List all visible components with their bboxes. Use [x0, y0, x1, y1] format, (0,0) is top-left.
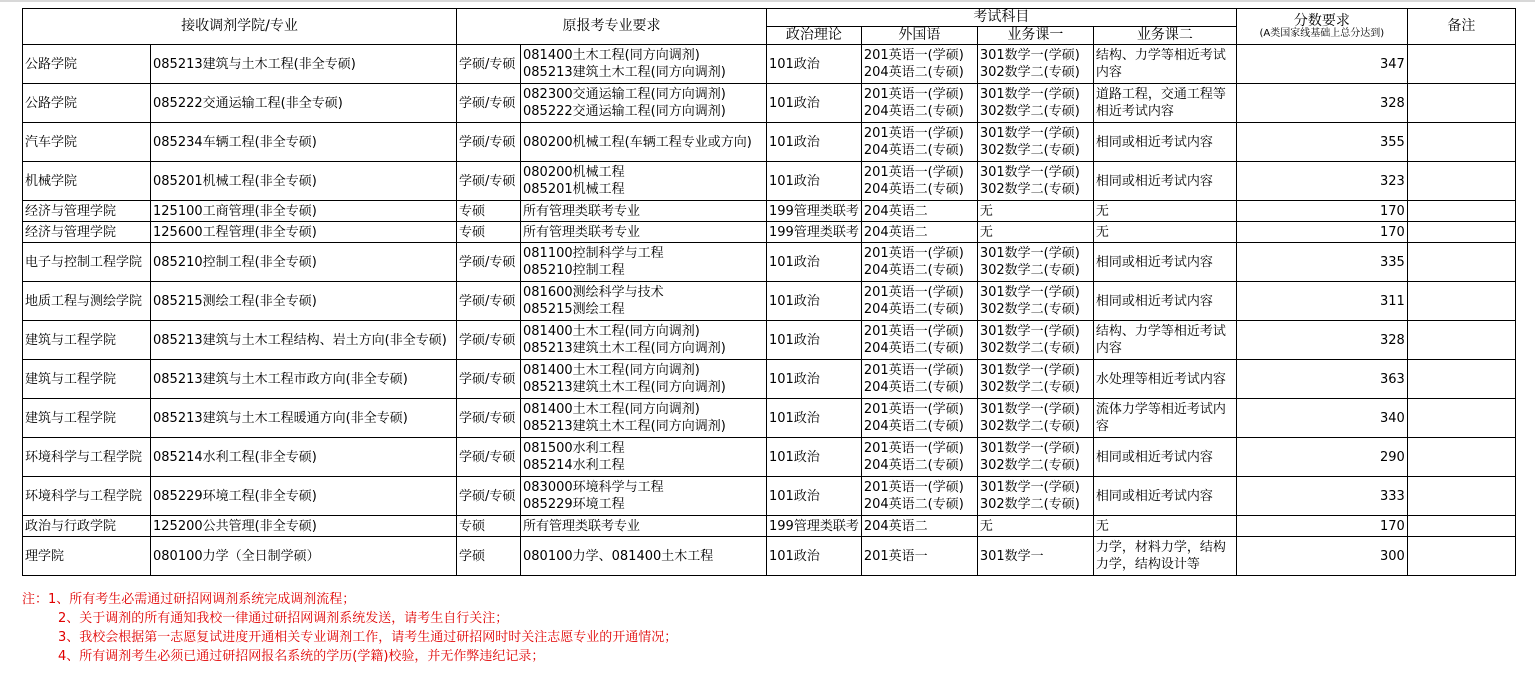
foreign-cell-line: 201英语一(学硕) [863, 402, 964, 417]
foreign-cell [861, 45, 977, 84]
table-row [23, 516, 1516, 537]
original-req-cell-line: 085214水利工程 [523, 458, 625, 473]
table-row [23, 438, 1516, 477]
foreign-cell-line: 204英语二 [863, 518, 928, 534]
course1-cell-line: 302数学二(专硕) [979, 143, 1080, 158]
header-foreign: 外国语 [861, 27, 977, 45]
original-req-cell-line: 083000环境科学与工程 [523, 480, 664, 495]
degree-type-cell: 学硕/专硕 [457, 162, 521, 201]
score-cell: 170 [1236, 222, 1407, 243]
foreign-cell-line: 201英语一(学硕) [863, 480, 964, 495]
foreign-cell [861, 477, 977, 516]
foreign-cell-line: 201英语一 [863, 548, 928, 564]
original-req-cell [521, 477, 767, 516]
course1-cell-line: 301数学一(学硕) [979, 480, 1080, 495]
college-cell: 经济与管理学院 [23, 222, 151, 243]
college-cell: 经济与管理学院 [23, 201, 151, 222]
score-cell: 340 [1236, 399, 1407, 438]
major-cell: 085229环境工程(非全专硕) [151, 477, 457, 516]
college-cell: 建筑与工程学院 [23, 321, 151, 360]
politics-cell: 101政治 [767, 537, 862, 576]
foreign-cell-line: 204英语二 [863, 224, 928, 240]
original-req-cell-line: 085210控制工程 [523, 263, 625, 278]
course1-cell-line: 无 [979, 224, 993, 240]
major-cell: 085201机械工程(非全专硕) [151, 162, 457, 201]
header-score [1236, 9, 1407, 45]
degree-type-cell: 学硕/专硕 [457, 321, 521, 360]
foreign-cell [861, 84, 977, 123]
score-cell: 170 [1236, 201, 1407, 222]
course1-cell [977, 399, 1093, 438]
original-req-cell-line: 085229环境工程 [523, 497, 625, 512]
remark-cell [1407, 399, 1515, 438]
remark-cell [1407, 537, 1515, 576]
foreign-cell [861, 321, 977, 360]
course2-cell: 道路工程，交通工程等相近考试内容 [1093, 84, 1236, 123]
course2-cell: 相同或相近考试内容 [1093, 282, 1236, 321]
course1-cell [977, 84, 1093, 123]
course2-cell: 相同或相近考试内容 [1093, 438, 1236, 477]
major-cell: 085234车辆工程(非全专硕) [151, 123, 457, 162]
table-body [23, 45, 1516, 576]
score-cell: 328 [1236, 321, 1407, 360]
major-cell: 080100力学（全日制学硕） [151, 537, 457, 576]
college-cell: 机械学院 [23, 162, 151, 201]
major-cell: 085222交通运输工程(非全专硕) [151, 84, 457, 123]
remark-cell [1407, 360, 1515, 399]
table-row [23, 222, 1516, 243]
politics-cell: 101政治 [767, 45, 862, 84]
politics-cell: 101政治 [767, 282, 862, 321]
foreign-cell-line: 204英语二(专硕) [863, 263, 964, 278]
foreign-cell-line: 204英语二 [863, 203, 928, 219]
remark-cell [1407, 45, 1515, 84]
major-cell: 085213建筑与土木工程市政方向(非全专硕) [151, 360, 457, 399]
course1-cell [977, 321, 1093, 360]
original-req-cell [521, 84, 767, 123]
major-cell: 085214水利工程(非全专硕) [151, 438, 457, 477]
table-row [23, 282, 1516, 321]
course2-cell: 相同或相近考试内容 [1093, 123, 1236, 162]
remark-cell [1407, 516, 1515, 537]
header-politics: 政治理论 [767, 27, 862, 45]
course1-cell [977, 201, 1093, 222]
course1-cell-line: 302数学二(专硕) [979, 263, 1080, 278]
notes [22, 590, 677, 666]
course1-cell-line: 301数学一(学硕) [979, 285, 1080, 300]
course1-cell-line: 301数学一(学硕) [979, 441, 1080, 456]
original-req-cell-line: 081100控制科学与工程 [523, 246, 664, 261]
foreign-cell-line: 204英语二(专硕) [863, 143, 964, 158]
header-score-title: 分数要求 [1293, 12, 1350, 29]
course1-cell [977, 282, 1093, 321]
table-row [23, 243, 1516, 282]
course2-cell: 相同或相近考试内容 [1093, 162, 1236, 201]
foreign-cell-line: 201英语一(学硕) [863, 324, 964, 339]
score-cell: 333 [1236, 477, 1407, 516]
degree-type-cell: 学硕/专硕 [457, 45, 521, 84]
foreign-cell-line: 201英语一(学硕) [863, 363, 964, 378]
score-cell: 355 [1236, 123, 1407, 162]
foreign-cell-line: 204英语二(专硕) [863, 419, 964, 434]
table-row [23, 360, 1516, 399]
politics-cell: 101政治 [767, 162, 862, 201]
original-req-cell-line: 所有管理类联考专业 [523, 224, 641, 240]
table-row [23, 321, 1516, 360]
major-cell: 085215测绘工程(非全专硕) [151, 282, 457, 321]
degree-type-cell: 学硕 [457, 537, 521, 576]
foreign-cell-line: 201英语一(学硕) [863, 285, 964, 300]
course1-cell-line: 301数学一(学硕) [979, 402, 1080, 417]
foreign-cell-line: 201英语一(学硕) [863, 126, 964, 141]
degree-type-cell: 学硕/专硕 [457, 243, 521, 282]
major-cell: 085213建筑与土木工程结构、岩土方向(非全专硕) [151, 321, 457, 360]
header-score-sub: (A类国家线基础上总分达到) [1259, 27, 1385, 39]
header-college-major: 接收调剂学院/专业 [23, 9, 457, 45]
course1-cell [977, 222, 1093, 243]
original-req-cell-line: 081600测绘科学与技术 [523, 285, 664, 300]
foreign-cell [861, 360, 977, 399]
original-req-cell-line: 085213建筑土木工程(同方向调剂) [523, 380, 726, 395]
score-cell: 363 [1236, 360, 1407, 399]
foreign-cell-line: 201英语一(学硕) [863, 165, 964, 180]
score-cell: 347 [1236, 45, 1407, 84]
course1-cell [977, 45, 1093, 84]
degree-type-cell: 专硕 [457, 222, 521, 243]
table-row [23, 84, 1516, 123]
foreign-cell [861, 282, 977, 321]
course1-cell [977, 477, 1093, 516]
foreign-cell [861, 438, 977, 477]
foreign-cell [861, 162, 977, 201]
course1-cell-line: 301数学一(学硕) [979, 87, 1080, 102]
foreign-cell-line: 204英语二(专硕) [863, 302, 964, 317]
college-cell: 公路学院 [23, 84, 151, 123]
score-cell: 300 [1236, 537, 1407, 576]
degree-type-cell: 学硕/专硕 [457, 282, 521, 321]
degree-type-cell: 学硕/专硕 [457, 399, 521, 438]
score-cell: 290 [1236, 438, 1407, 477]
spreadsheet [22, 8, 1516, 576]
course1-cell-line: 302数学二(专硕) [979, 182, 1080, 197]
major-cell: 085210控制工程(非全专硕) [151, 243, 457, 282]
foreign-cell-line: 204英语二(专硕) [863, 458, 964, 473]
course2-cell: 相同或相近考试内容 [1093, 243, 1236, 282]
original-req-cell-line: 085222交通运输工程(同方向调剂) [523, 104, 726, 119]
course1-cell-line: 301数学一(学硕) [979, 126, 1080, 141]
score-cell: 170 [1236, 516, 1407, 537]
original-req-cell [521, 123, 767, 162]
table-row [23, 45, 1516, 84]
foreign-cell [861, 201, 977, 222]
score-cell: 335 [1236, 243, 1407, 282]
degree-type-cell: 学硕/专硕 [457, 123, 521, 162]
original-req-cell-line: 080200机械工程 [523, 165, 625, 180]
table-row [23, 537, 1516, 576]
score-cell: 311 [1236, 282, 1407, 321]
major-cell: 125600工程管理(非全专硕) [151, 222, 457, 243]
note-line-2: 2、关于调剂的所有通知我校一律通过研招网调剂系统发送，请考生自行关注； [58, 611, 509, 626]
remark-cell [1407, 162, 1515, 201]
politics-cell: 101政治 [767, 438, 862, 477]
politics-cell: 101政治 [767, 360, 862, 399]
course1-cell-line: 301数学一(学硕) [979, 48, 1080, 63]
degree-type-cell: 学硕/专硕 [457, 360, 521, 399]
remark-cell [1407, 123, 1515, 162]
original-req-cell-line: 085201机械工程 [523, 182, 625, 197]
politics-cell: 101政治 [767, 123, 862, 162]
remark-cell [1407, 222, 1515, 243]
remark-cell [1407, 438, 1515, 477]
remark-cell [1407, 282, 1515, 321]
college-cell: 建筑与工程学院 [23, 399, 151, 438]
college-cell: 建筑与工程学院 [23, 360, 151, 399]
course2-cell: 流体力学等相近考试内容 [1093, 399, 1236, 438]
original-req-cell [521, 438, 767, 477]
score-cell: 323 [1236, 162, 1407, 201]
politics-cell: 199管理类联考 [767, 222, 862, 243]
header-original-req: 原报考专业要求 [457, 9, 767, 45]
politics-cell: 101政治 [767, 321, 862, 360]
college-cell: 电子与控制工程学院 [23, 243, 151, 282]
original-req-cell [521, 360, 767, 399]
original-req-cell-line: 所有管理类联考专业 [523, 518, 641, 534]
course2-cell: 结构、力学等相近考试内容 [1093, 321, 1236, 360]
course2-cell: 水处理等相近考试内容 [1093, 360, 1236, 399]
course1-cell [977, 516, 1093, 537]
college-cell: 环境科学与工程学院 [23, 477, 151, 516]
politics-cell: 101政治 [767, 84, 862, 123]
original-req-cell-line: 081500水利工程 [523, 441, 625, 456]
major-cell: 085213建筑与土木工程暖通方向(非全专硕) [151, 399, 457, 438]
course1-cell [977, 123, 1093, 162]
original-req-cell-line: 081400土木工程(同方向调剂) [523, 363, 700, 378]
major-cell: 085213建筑与土木工程(非全专硕) [151, 45, 457, 84]
table-row [23, 123, 1516, 162]
course2-cell: 无 [1093, 201, 1236, 222]
course2-cell: 力学，材料力学，结构力学，结构设计等 [1093, 537, 1236, 576]
original-req-cell [521, 537, 767, 576]
table-row [23, 477, 1516, 516]
header-remark: 备注 [1407, 9, 1515, 45]
original-req-cell [521, 516, 767, 537]
original-req-cell [521, 282, 767, 321]
course1-cell [977, 162, 1093, 201]
header-course2: 业务课二 [1093, 27, 1236, 45]
politics-cell: 101政治 [767, 477, 862, 516]
original-req-cell [521, 321, 767, 360]
course1-cell-line: 301数学一(学硕) [979, 324, 1080, 339]
course1-cell [977, 438, 1093, 477]
course1-cell-line: 无 [979, 518, 993, 534]
remark-cell [1407, 201, 1515, 222]
header-exam-subjects: 考试科目 [767, 9, 1237, 27]
foreign-cell-line: 204英语二(专硕) [863, 341, 964, 356]
transfer-table [22, 8, 1516, 576]
remark-cell [1407, 84, 1515, 123]
course1-cell-line: 302数学二(专硕) [979, 302, 1080, 317]
remark-cell [1407, 477, 1515, 516]
foreign-cell-line: 204英语二(专硕) [863, 380, 964, 395]
course2-cell: 无 [1093, 516, 1236, 537]
foreign-cell [861, 537, 977, 576]
score-cell: 328 [1236, 84, 1407, 123]
top-divider [0, 0, 1535, 2]
table-row [23, 399, 1516, 438]
table-row [23, 162, 1516, 201]
course1-cell-line: 301数学一(学硕) [979, 246, 1080, 261]
course1-cell-line: 302数学二(专硕) [979, 104, 1080, 119]
foreign-cell [861, 243, 977, 282]
foreign-cell-line: 204英语二(专硕) [863, 497, 964, 512]
course2-cell: 相同或相近考试内容 [1093, 477, 1236, 516]
note-line-3: 3、我校会根据第一志愿复试进度开通相关专业调剂工作，请考生通过研招网时时关注志愿专业的开通情况； [58, 630, 678, 645]
politics-cell: 101政治 [767, 243, 862, 282]
note-line-4: 4、所有调剂考生必须已通过研招网报名系统的学历(学籍)校验，并无作弊违纪记录； [58, 649, 545, 664]
original-req-cell-line: 085213建筑土木工程(同方向调剂) [523, 65, 726, 80]
politics-cell: 199管理类联考 [767, 201, 862, 222]
original-req-cell-line: 081400土木工程(同方向调剂) [523, 48, 700, 63]
original-req-cell [521, 201, 767, 222]
foreign-cell-line: 204英语二(专硕) [863, 182, 964, 197]
politics-cell: 101政治 [767, 399, 862, 438]
course1-cell-line: 302数学二(专硕) [979, 419, 1080, 434]
foreign-cell [861, 222, 977, 243]
original-req-cell-line: 081400土木工程(同方向调剂) [523, 324, 700, 339]
foreign-cell-line: 201英语一(学硕) [863, 441, 964, 456]
remark-cell [1407, 321, 1515, 360]
original-req-cell-line: 085213建筑土木工程(同方向调剂) [523, 419, 726, 434]
foreign-cell-line: 201英语一(学硕) [863, 48, 964, 63]
degree-type-cell: 专硕 [457, 516, 521, 537]
course1-cell-line: 302数学二(专硕) [979, 65, 1080, 80]
foreign-cell-line: 201英语一(学硕) [863, 246, 964, 261]
politics-cell: 199管理类联考 [767, 516, 862, 537]
course1-cell-line: 301数学一(学硕) [979, 165, 1080, 180]
college-cell: 政治与行政学院 [23, 516, 151, 537]
course2-cell: 无 [1093, 222, 1236, 243]
foreign-cell-line: 204英语二(专硕) [863, 104, 964, 119]
foreign-cell [861, 123, 977, 162]
original-req-cell-line: 085213建筑土木工程(同方向调剂) [523, 341, 726, 356]
college-cell: 公路学院 [23, 45, 151, 84]
course1-cell-line: 302数学二(专硕) [979, 380, 1080, 395]
course1-cell-line: 301数学一 [979, 548, 1044, 564]
degree-type-cell: 学硕/专硕 [457, 477, 521, 516]
original-req-cell-line: 081400土木工程(同方向调剂) [523, 402, 700, 417]
original-req-cell [521, 222, 767, 243]
foreign-cell-line: 201英语一(学硕) [863, 87, 964, 102]
college-cell: 地质工程与测绘学院 [23, 282, 151, 321]
degree-type-cell: 专硕 [457, 201, 521, 222]
foreign-cell [861, 399, 977, 438]
course1-cell [977, 360, 1093, 399]
original-req-cell [521, 399, 767, 438]
course1-cell-line: 302数学二(专硕) [979, 497, 1080, 512]
remark-cell [1407, 243, 1515, 282]
course2-cell: 结构、力学等相近考试内容 [1093, 45, 1236, 84]
course1-cell-line: 无 [979, 203, 993, 219]
original-req-cell [521, 45, 767, 84]
foreign-cell [861, 516, 977, 537]
note-line-1: 注：1、所有考生必需通过研招网调剂系统完成调剂流程； [22, 592, 356, 607]
original-req-cell-line: 080200机械工程(车辆工程专业或方向) [523, 134, 752, 150]
major-cell: 125100工商管理(非全专硕) [151, 201, 457, 222]
college-cell: 汽车学院 [23, 123, 151, 162]
course1-cell-line: 302数学二(专硕) [979, 458, 1080, 473]
original-req-cell-line: 所有管理类联考专业 [523, 203, 641, 219]
original-req-cell-line: 082300交通运输工程(同方向调剂) [523, 87, 726, 102]
course1-cell-line: 301数学一(学硕) [979, 363, 1080, 378]
course1-cell [977, 537, 1093, 576]
college-cell: 环境科学与工程学院 [23, 438, 151, 477]
degree-type-cell: 学硕/专硕 [457, 84, 521, 123]
original-req-cell-line: 085215测绘工程 [523, 302, 625, 317]
original-req-cell-line: 080100力学、081400土木工程 [523, 548, 714, 564]
foreign-cell-line: 204英语二(专硕) [863, 65, 964, 80]
degree-type-cell: 学硕/专硕 [457, 438, 521, 477]
major-cell: 125200公共管理(非全专硕) [151, 516, 457, 537]
college-cell: 理学院 [23, 537, 151, 576]
header-course1: 业务课一 [977, 27, 1093, 45]
original-req-cell [521, 162, 767, 201]
course1-cell [977, 243, 1093, 282]
table-row [23, 201, 1516, 222]
course1-cell-line: 302数学二(专硕) [979, 341, 1080, 356]
original-req-cell [521, 243, 767, 282]
